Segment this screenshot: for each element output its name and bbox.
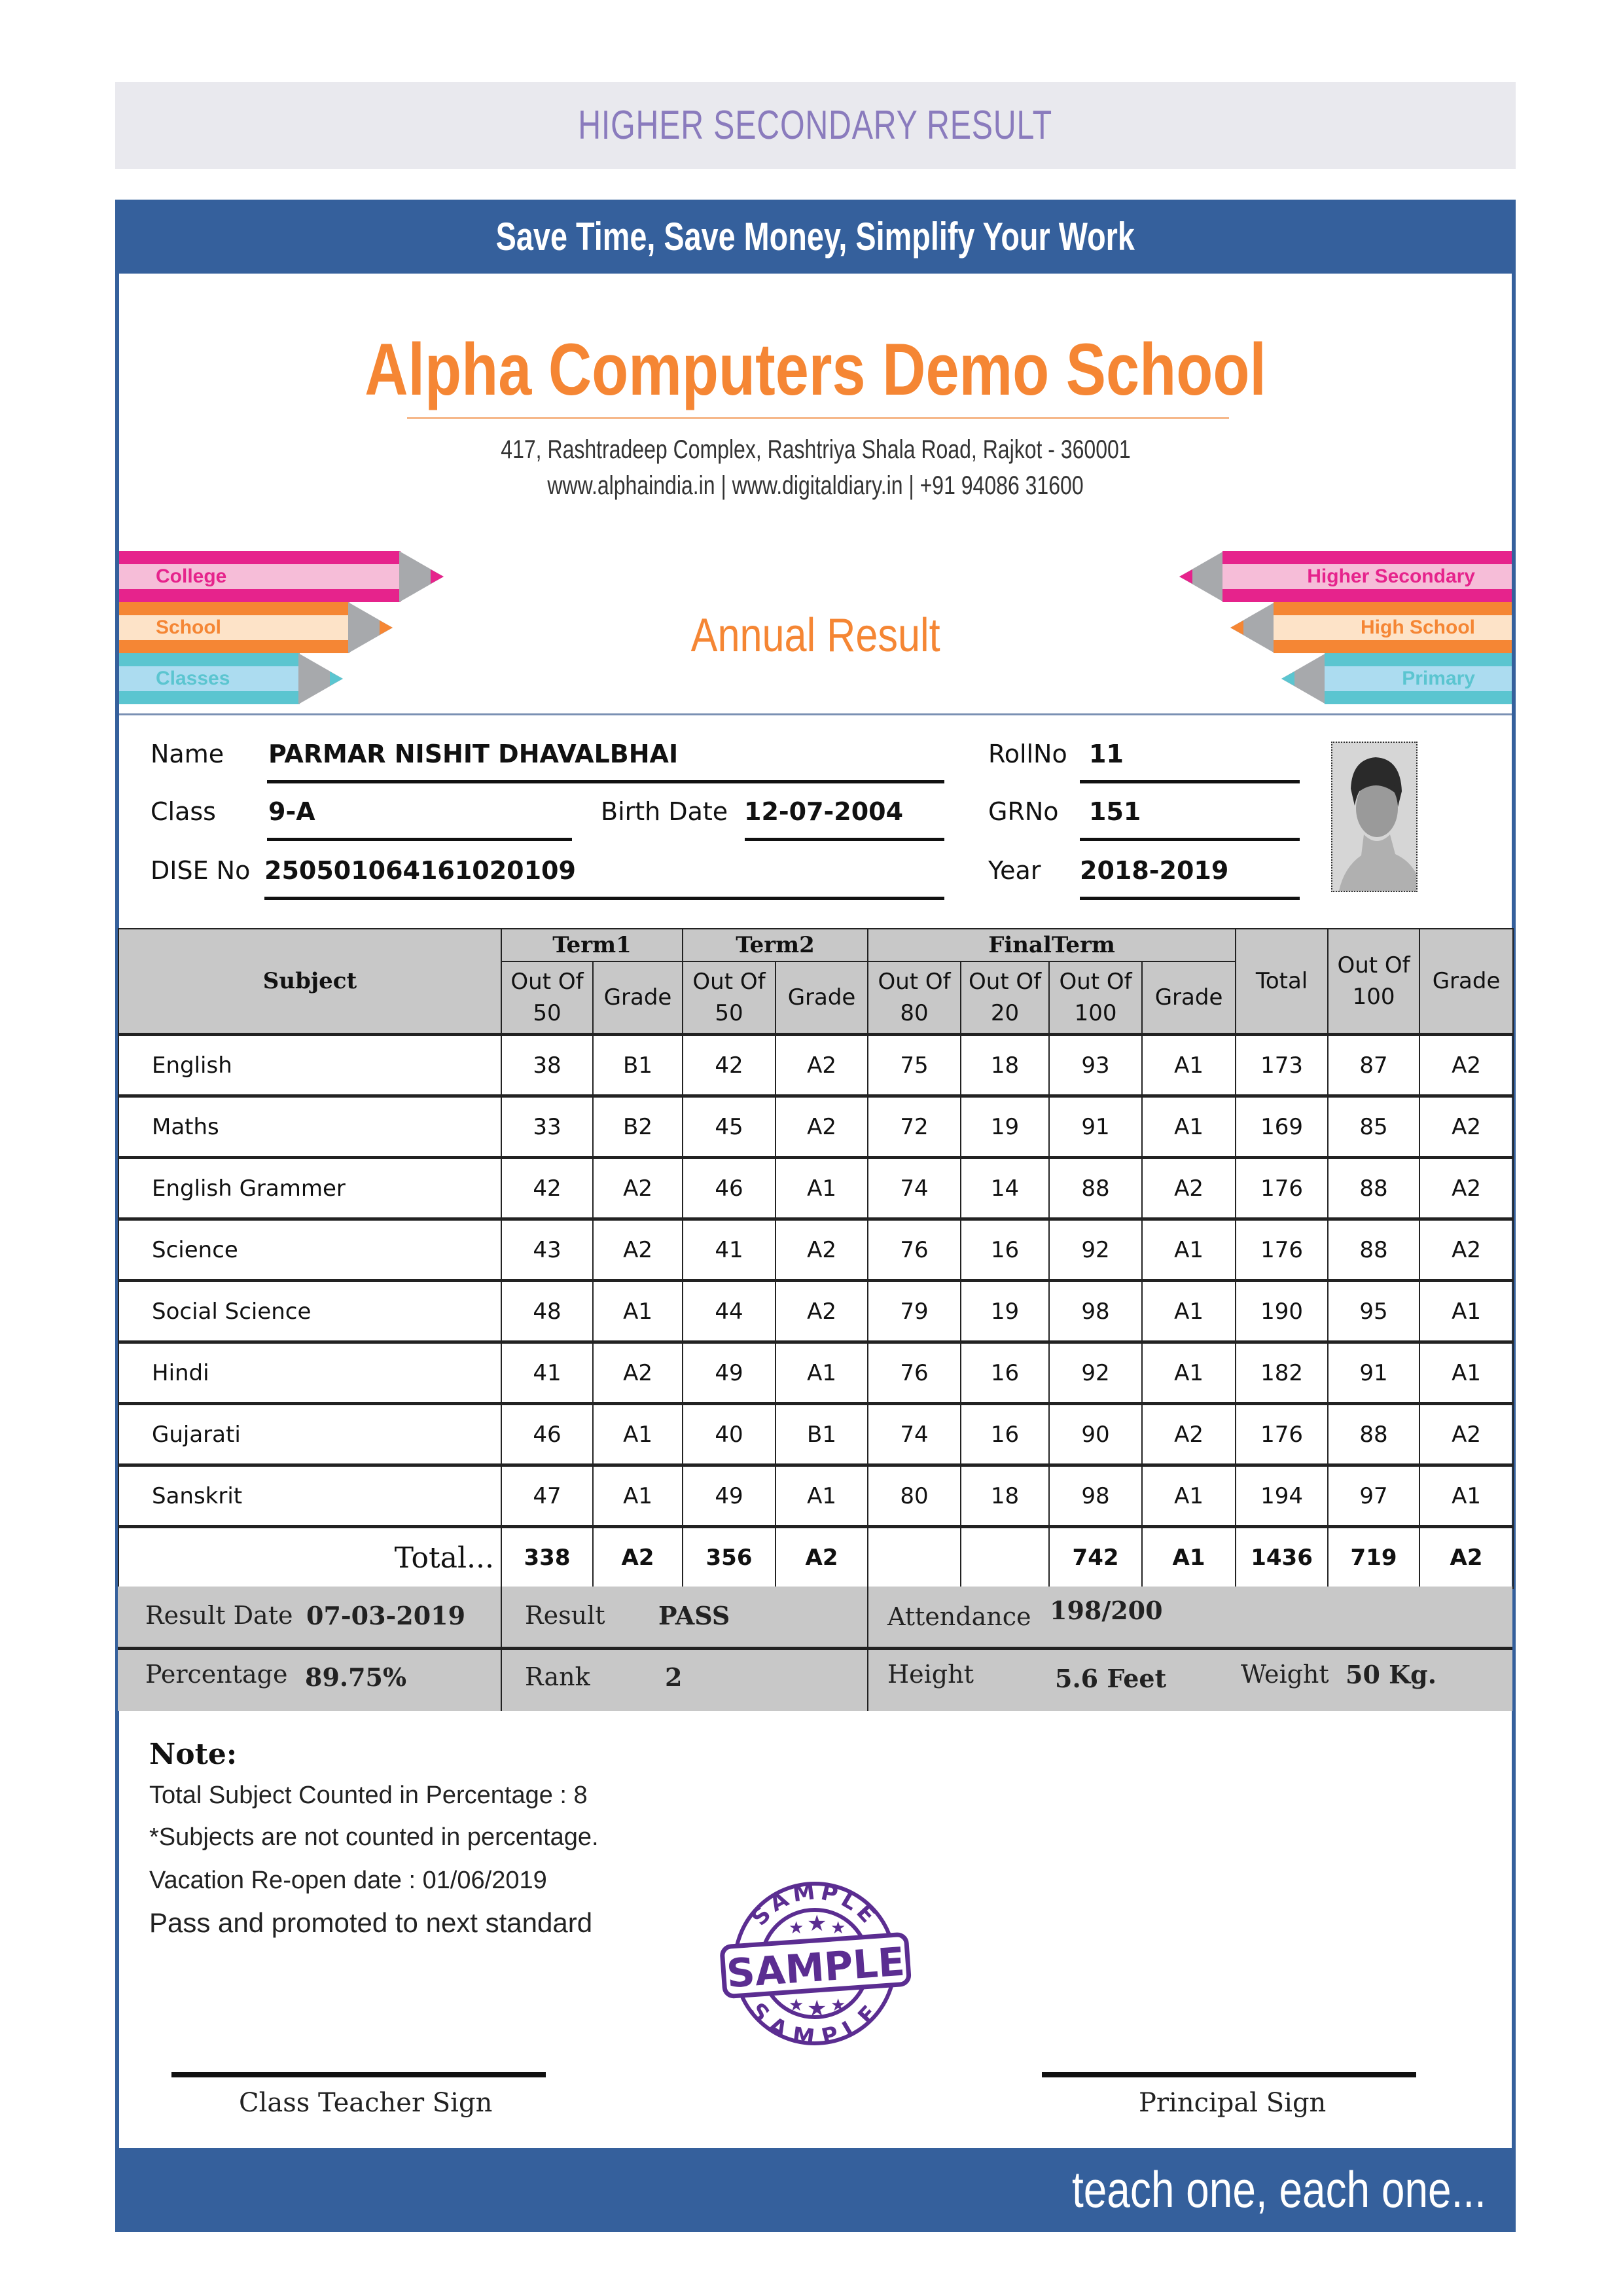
grade-cell: A2 — [593, 1158, 683, 1219]
mark-cell: 38 — [501, 1035, 593, 1096]
gr-no-underline — [1080, 838, 1300, 841]
term1-header: Term1 — [501, 929, 683, 961]
total-label: Total... — [118, 1527, 501, 1588]
grade-cell: A2 — [593, 1342, 683, 1404]
grade-cell: A1 — [593, 1465, 683, 1527]
total-cell: 176 — [1236, 1158, 1328, 1219]
total-mark-cell: 338 — [501, 1527, 593, 1588]
grade-cell: A2 — [1419, 1219, 1513, 1281]
overall-outof-header: Out Of 100 — [1328, 929, 1419, 1035]
grade-cell: A2 — [1419, 1035, 1513, 1096]
note-line: Vacation Re-open date : 01/06/2019 — [149, 1867, 547, 1894]
page-title-band — [115, 82, 1516, 169]
result-date-value: 07-03-2019 — [306, 1601, 466, 1630]
svg-text:★: ★ — [830, 1996, 846, 2015]
mark-cell: 80 — [868, 1465, 961, 1527]
rank-label: Rank — [525, 1662, 590, 1691]
summary-col-divider — [501, 1587, 502, 1711]
grade-cell: A1 — [776, 1342, 868, 1404]
weight-label: Weight — [1241, 1660, 1329, 1689]
mark-cell: 98 — [1049, 1465, 1142, 1527]
grade-cell: A2 — [776, 1035, 868, 1096]
grade-cell: A1 — [1419, 1342, 1513, 1404]
total-mark-cell: 719 — [1328, 1527, 1419, 1588]
percentage-value: 89.75% — [305, 1662, 407, 1692]
grade-cell: A2 — [1419, 1404, 1513, 1465]
principal-sign-line — [1042, 2072, 1416, 2077]
table-row — [118, 1281, 1513, 1342]
table-row — [118, 1342, 1513, 1404]
grand-total-cell: 1436 — [1236, 1527, 1328, 1588]
subject-cell: English — [118, 1035, 501, 1096]
pencil-label-high-school: High School — [1361, 617, 1475, 638]
grade-cell: B1 — [593, 1035, 683, 1096]
grade-cell: A1 — [1142, 1281, 1236, 1342]
percentage-label: Percentage — [145, 1660, 288, 1689]
footer-banner — [115, 2148, 1516, 2232]
school-name: Alpha Computers Demo School — [365, 329, 1266, 410]
subject-cell: Hindi — [118, 1342, 501, 1404]
school-address: 417, Rashtradeep Complex, Rashtriya Shala Road, Rajkot - 360001 — [500, 435, 1131, 464]
mark-cell: 79 — [868, 1281, 961, 1342]
final-outof80-header: Out Of 80 — [868, 961, 961, 1035]
total-cell: 176 — [1236, 1404, 1328, 1465]
mark-cell: 87 — [1328, 1035, 1419, 1096]
year-label: Year — [988, 856, 1041, 885]
svg-text:SAMPLE: SAMPLE — [746, 1878, 883, 1931]
grade-cell: A1 — [1142, 1342, 1236, 1404]
grade-cell: A1 — [593, 1281, 683, 1342]
grade-cell: A1 — [1142, 1035, 1236, 1096]
result-label: Result — [525, 1601, 605, 1630]
svg-text:★: ★ — [807, 1910, 827, 1937]
dise-no-label: DISE No — [151, 856, 251, 885]
grade-cell: B1 — [776, 1404, 868, 1465]
total-cell: 169 — [1236, 1096, 1328, 1158]
svg-text:SAMPLE: SAMPLE — [744, 1998, 885, 2049]
total-grade-cell: A2 — [1419, 1527, 1513, 1588]
name-label: Name — [151, 740, 224, 768]
mark-cell: 16 — [961, 1404, 1049, 1465]
class-label: Class — [151, 797, 216, 826]
grade-cell: A2 — [776, 1281, 868, 1342]
student-photo — [1331, 742, 1418, 892]
mark-cell: 49 — [683, 1342, 776, 1404]
pencil-tip-icon — [1171, 551, 1224, 602]
mark-cell: 46 — [683, 1158, 776, 1219]
marks-table — [118, 928, 1514, 1589]
mark-cell: 88 — [1328, 1158, 1419, 1219]
mark-cell: 18 — [961, 1465, 1049, 1527]
mark-cell: 92 — [1049, 1342, 1142, 1404]
mark-cell: 76 — [868, 1342, 961, 1404]
mark-cell: 92 — [1049, 1219, 1142, 1281]
student-gr-no: 151 — [1089, 797, 1141, 826]
total-row — [118, 1527, 1513, 1588]
mark-cell: 19 — [961, 1281, 1049, 1342]
total-cell: 176 — [1236, 1219, 1328, 1281]
subject-cell: Gujarati — [118, 1404, 501, 1465]
svg-text:SAMPLE: SAMPLE — [725, 1939, 906, 1998]
attendance-value: 198/200 — [1050, 1596, 1163, 1625]
pencil-label-school: School — [156, 617, 222, 638]
mark-cell: 33 — [501, 1096, 593, 1158]
grade-cell: A1 — [1142, 1096, 1236, 1158]
mark-cell: 48 — [501, 1281, 593, 1342]
final-outof20-header: Out Of 20 — [961, 961, 1049, 1035]
total-grade-cell: A2 — [593, 1527, 683, 1588]
school-name-underline — [407, 417, 1229, 419]
mark-cell: 46 — [501, 1404, 593, 1465]
tagline-banner — [115, 200, 1516, 274]
mark-cell: 41 — [683, 1219, 776, 1281]
grade-cell: A1 — [1419, 1465, 1513, 1527]
report-title: Annual Result — [690, 609, 940, 662]
subject-cell: English Grammer — [118, 1158, 501, 1219]
table-row — [118, 1465, 1513, 1527]
term1-grade-header: Grade — [593, 961, 683, 1035]
subject-cell: Social Science — [118, 1281, 501, 1342]
finalterm-header: FinalTerm — [868, 929, 1236, 961]
grade-cell: A1 — [593, 1404, 683, 1465]
class-teacher-sign-label: Class Teacher Sign — [239, 2088, 493, 2118]
mark-cell: 42 — [501, 1158, 593, 1219]
mark-cell: 47 — [501, 1465, 593, 1527]
note-line: *Subjects are not counted in percentage. — [149, 1823, 599, 1851]
term2-grade-header: Grade — [776, 961, 868, 1035]
student-birth-date: 12-07-2004 — [744, 797, 904, 826]
mark-cell: 98 — [1049, 1281, 1142, 1342]
mark-cell: 91 — [1328, 1342, 1419, 1404]
table-row — [118, 1158, 1513, 1219]
mark-cell: 18 — [961, 1035, 1049, 1096]
mark-cell: 43 — [501, 1219, 593, 1281]
school-contacts-block — [115, 471, 1516, 501]
term1-outof-header: Out Of 50 — [501, 961, 593, 1035]
report-title-block — [115, 609, 1516, 662]
note-title: Note: — [149, 1738, 238, 1771]
tagline: Save Time, Save Money, Simplify Your Work — [495, 215, 1135, 259]
footer-slogan: teach one, each one... — [1072, 2161, 1486, 2218]
result-value: PASS — [658, 1601, 730, 1630]
mark-cell: 40 — [683, 1404, 776, 1465]
grade-cell: A2 — [1142, 1158, 1236, 1219]
school-address-block — [115, 435, 1516, 465]
grade-cell: A2 — [1419, 1096, 1513, 1158]
student-name: PARMAR NISHIT DHAVALBHAI — [268, 740, 679, 768]
school-name-block — [115, 327, 1516, 412]
mark-cell: 74 — [868, 1404, 961, 1465]
mark-cell: 88 — [1328, 1404, 1419, 1465]
final-outof100-header: Out Of 100 — [1049, 961, 1142, 1035]
birth-date-underline — [745, 838, 944, 841]
grade-cell: A2 — [1419, 1158, 1513, 1219]
pencil-label-college: College — [156, 565, 227, 587]
mark-cell: 76 — [868, 1219, 961, 1281]
mark-cell: 44 — [683, 1281, 776, 1342]
mark-cell: 95 — [1328, 1281, 1419, 1342]
grade-cell: A1 — [1142, 1219, 1236, 1281]
mark-cell: 93 — [1049, 1035, 1142, 1096]
height-label: Height — [887, 1660, 974, 1689]
mark-cell: 88 — [1328, 1219, 1419, 1281]
mark-cell: 16 — [961, 1219, 1049, 1281]
subject-cell: Science — [118, 1219, 501, 1281]
pencil-label-classes: Classes — [156, 668, 230, 689]
page-title: HIGHER SECONDARY RESULT — [578, 103, 1053, 148]
total-cell: 182 — [1236, 1342, 1328, 1404]
name-underline — [267, 780, 944, 783]
note-line: Pass and promoted to next standard — [149, 1907, 593, 1938]
sample-stamp — [704, 1878, 926, 2049]
student-roll-no: 11 — [1089, 740, 1124, 768]
mark-cell: 88 — [1049, 1158, 1142, 1219]
mark-cell: 85 — [1328, 1096, 1419, 1158]
mark-cell: 97 — [1328, 1465, 1419, 1527]
mark-cell: 49 — [683, 1465, 776, 1527]
table-row — [118, 1404, 1513, 1465]
term2-outof-header: Out Of 50 — [683, 961, 776, 1035]
subject-cell: Sanskrit — [118, 1465, 501, 1527]
mark-cell: 19 — [961, 1096, 1049, 1158]
height-value: 5.6 Feet — [1055, 1664, 1167, 1693]
svg-text:★: ★ — [789, 1996, 804, 2015]
birth-date-label: Birth Date — [601, 797, 728, 826]
total-cell: 194 — [1236, 1465, 1328, 1527]
student-year: 2018-2019 — [1080, 856, 1229, 885]
svg-text:★: ★ — [830, 1918, 846, 1938]
svg-text:★: ★ — [807, 1996, 827, 2022]
grade-cell: A1 — [776, 1158, 868, 1219]
gr-no-label: GRNo — [988, 797, 1059, 826]
mark-cell: 16 — [961, 1342, 1049, 1404]
mark-cell: 74 — [868, 1158, 961, 1219]
mark-cell: 72 — [868, 1096, 961, 1158]
class-teacher-sign-line — [171, 2072, 546, 2077]
mark-cell: 75 — [868, 1035, 961, 1096]
table-row — [118, 1096, 1513, 1158]
rank-value: 2 — [665, 1662, 683, 1692]
dise-no-underline — [264, 897, 944, 900]
subject-cell: Maths — [118, 1096, 501, 1158]
pencil-label-primary: Primary — [1402, 668, 1475, 689]
total-mark-cell — [961, 1527, 1049, 1588]
grade-cell: B2 — [593, 1096, 683, 1158]
mark-cell: 45 — [683, 1096, 776, 1158]
principal-sign-label: Principal Sign — [1139, 2088, 1327, 2118]
subject-header: Subject — [118, 929, 501, 1035]
total-cell: 190 — [1236, 1281, 1328, 1342]
grade-cell: A2 — [1142, 1404, 1236, 1465]
grade-cell: A1 — [1142, 1465, 1236, 1527]
total-mark-cell: 356 — [683, 1527, 776, 1588]
grade-cell: A2 — [593, 1219, 683, 1281]
result-summary — [118, 1587, 1512, 1711]
final-grade-header: Grade — [1142, 961, 1236, 1035]
mark-cell: 14 — [961, 1158, 1049, 1219]
year-underline — [1080, 897, 1300, 900]
mark-cell: 91 — [1049, 1096, 1142, 1158]
roll-no-underline — [1080, 780, 1300, 783]
pencil-higher-secondary — [1171, 551, 1512, 602]
grade-cell: A2 — [776, 1219, 868, 1281]
header-divider — [119, 713, 1512, 715]
svg-text:★: ★ — [789, 1918, 804, 1938]
pencil-label-higher-secondary: Higher Secondary — [1307, 565, 1475, 587]
table-row — [118, 1219, 1513, 1281]
student-class: 9-A — [268, 797, 315, 826]
total-header: Total — [1236, 929, 1328, 1035]
term2-header: Term2 — [683, 929, 868, 961]
class-underline — [267, 838, 572, 841]
school-contacts: www.alphaindia.in | www.digitaldiary.in | +91 94086 31600 — [547, 471, 1084, 500]
mark-cell: 90 — [1049, 1404, 1142, 1465]
pencil-college — [119, 551, 446, 602]
student-dise-no: 250501064161020109 — [264, 856, 576, 885]
total-mark-cell: 742 — [1049, 1527, 1142, 1588]
overall-grade-header: Grade — [1419, 929, 1513, 1035]
note-line: Total Subject Counted in Percentage : 8 — [149, 1782, 588, 1809]
grade-cell: A1 — [1419, 1281, 1513, 1342]
total-cell: 173 — [1236, 1035, 1328, 1096]
total-grade-cell: A2 — [776, 1527, 868, 1588]
weight-value: 50 Kg. — [1346, 1660, 1436, 1689]
mark-cell: 42 — [683, 1035, 776, 1096]
mark-cell: 41 — [501, 1342, 593, 1404]
attendance-label: Attendance — [887, 1602, 1031, 1631]
person-photo-icon — [1332, 743, 1416, 891]
sample-stamp-icon — [704, 1878, 926, 2049]
roll-no-label: RollNo — [988, 740, 1067, 768]
result-date-label: Result Date — [145, 1601, 293, 1630]
summary-divider — [118, 1647, 1512, 1650]
grade-cell: A1 — [776, 1465, 868, 1527]
grade-cell: A2 — [776, 1096, 868, 1158]
table-row — [118, 1035, 1513, 1096]
total-grade-cell: A1 — [1142, 1527, 1236, 1588]
pencil-tip-icon — [399, 551, 471, 602]
total-mark-cell — [868, 1527, 961, 1588]
summary-col-divider — [867, 1587, 868, 1711]
